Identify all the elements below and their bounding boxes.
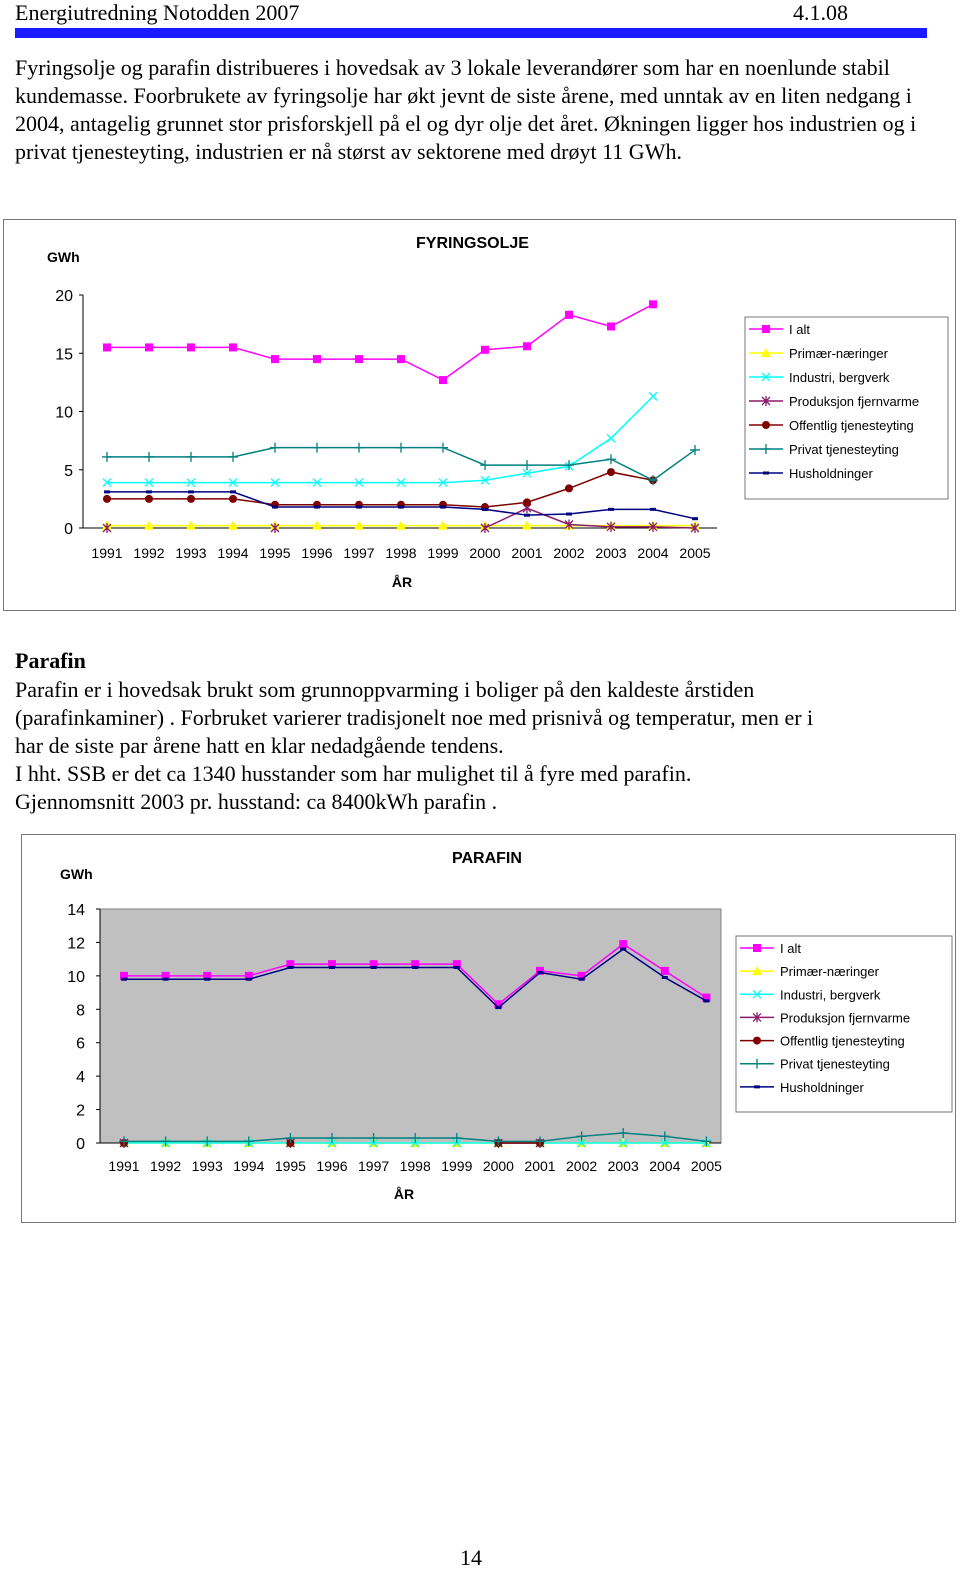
data-point <box>482 508 488 511</box>
data-point <box>398 506 404 509</box>
intro-paragraph: Fyringsolje og parafin distribueres i hovedsak av 3 lokale leverandører som har en noenlunde stabil kundemasse. Foorbrukete av fyringsolje har økt jevnt de siste årene, med unntak av en liten nedgang i 2004, antagelig grunnet stor prisforskjell på el og dyr olje det året. Økningen ligger hos industrien og i privat tjenesteyting, industrien er nå størst av sektorene med drøyt 11 GWh. <box>15 55 917 164</box>
data-point <box>229 343 237 351</box>
y-tick-label: 0 <box>64 521 73 538</box>
x-tick-label: 1997 <box>343 545 375 561</box>
data-point <box>649 300 657 308</box>
data-point <box>313 355 321 363</box>
legend-label: Offentlig tjenesteyting <box>780 1033 905 1049</box>
data-point <box>454 966 460 969</box>
y-tick-label: 10 <box>67 968 85 986</box>
document-version: 4.1.08 <box>793 0 848 25</box>
data-point <box>703 999 709 1002</box>
x-tick-label: 1995 <box>274 1158 306 1174</box>
x-tick-label: 1998 <box>399 1158 431 1174</box>
legend-label: Husholdninger <box>789 466 873 481</box>
y-tick-label: 8 <box>76 1002 85 1020</box>
legend-label: I alt <box>789 322 810 337</box>
legend-marker <box>762 421 770 429</box>
data-point <box>495 1006 501 1009</box>
data-point <box>662 976 668 979</box>
x-tick-label: 1997 <box>358 1158 390 1174</box>
x-tick-label: 1999 <box>427 545 459 561</box>
x-tick-label: 2005 <box>690 1158 722 1174</box>
x-tick-label: 2001 <box>511 545 543 561</box>
data-point <box>523 342 531 350</box>
parafin-heading: Parafin <box>15 648 86 673</box>
y-tick-label: 15 <box>55 346 73 364</box>
x-axis-label: ÅR <box>393 1186 415 1202</box>
x-tick-label: 2001 <box>524 1158 556 1174</box>
fyringsolje-chart <box>3 219 956 611</box>
y-tick-label: 20 <box>55 288 73 305</box>
y-axis-label: GWh <box>60 866 93 882</box>
data-point <box>565 311 573 319</box>
data-point <box>608 508 614 511</box>
data-point <box>103 343 111 351</box>
fyringsolje-chart-svg <box>4 220 955 610</box>
legend-label: Primær-næringer <box>789 346 888 361</box>
header-rule <box>15 28 927 38</box>
data-point <box>371 966 377 969</box>
y-tick-label: 0 <box>76 1136 85 1153</box>
y-tick-label: 2 <box>76 1102 85 1120</box>
legend-marker <box>753 944 761 952</box>
legend-label: Industri, bergverk <box>789 370 890 385</box>
x-tick-label: 1992 <box>133 545 165 561</box>
data-point <box>397 355 405 363</box>
data-point <box>355 355 363 363</box>
legend-marker <box>754 1085 760 1088</box>
x-tick-label: 1994 <box>217 545 249 561</box>
legend-label: Primær-næringer <box>780 964 879 980</box>
legend-label: Husholdninger <box>780 1079 864 1095</box>
data-point <box>271 355 279 363</box>
parafin-line: har de siste par årene hatt en klar nedadgående tendens. <box>15 733 504 758</box>
legend-label: Produksjon fjernvarme <box>780 1010 911 1026</box>
data-point <box>619 940 627 948</box>
x-tick-label: 1996 <box>316 1158 348 1174</box>
data-point <box>565 484 573 492</box>
x-tick-label: 1992 <box>150 1158 182 1174</box>
legend-label: Privat tjenesteyting <box>789 442 899 457</box>
parafin-chart <box>21 834 956 1223</box>
data-point <box>523 498 531 506</box>
x-axis-label: ÅR <box>391 574 413 590</box>
data-point <box>287 966 293 969</box>
plot-area <box>100 909 721 1143</box>
legend-label: Privat tjenesteyting <box>780 1056 890 1072</box>
x-tick-label: 2004 <box>637 545 669 561</box>
parafin-line: (parafinkaminer) . Forbruket varierer tradisjonelt noe med prisnivå og temperatur, men er i <box>15 705 814 730</box>
data-point <box>481 346 489 354</box>
data-point <box>246 978 252 981</box>
x-tick-label: 1998 <box>385 545 417 561</box>
plot-area <box>83 295 717 528</box>
data-point <box>607 468 615 476</box>
x-tick-label: 1994 <box>233 1158 265 1174</box>
x-tick-label: 1993 <box>175 545 207 561</box>
legend-label: I alt <box>780 941 801 956</box>
y-tick-label: 10 <box>55 404 73 422</box>
data-point <box>329 966 335 969</box>
data-point <box>692 517 698 520</box>
y-tick-label: 4 <box>76 1069 85 1087</box>
data-point <box>440 506 446 509</box>
x-tick-label: 1996 <box>301 545 333 561</box>
data-point <box>566 513 572 516</box>
data-point <box>314 506 320 509</box>
x-tick-label: 1995 <box>259 545 291 561</box>
data-point <box>146 490 152 493</box>
y-tick-label: 5 <box>64 462 73 480</box>
data-point <box>620 948 626 951</box>
page-number: 14 <box>460 1545 482 1570</box>
page-header <box>15 0 927 28</box>
x-tick-label: 1991 <box>91 545 123 561</box>
document-title: Energiutredning Notodden 2007 <box>15 0 300 25</box>
x-tick-label: 1993 <box>191 1158 223 1174</box>
data-point <box>188 490 194 493</box>
x-tick-label: 2002 <box>566 1158 598 1174</box>
legend-marker <box>762 325 770 333</box>
data-point <box>229 495 237 503</box>
x-tick-label: 2003 <box>607 1158 639 1174</box>
x-tick-label: 2000 <box>469 545 501 561</box>
data-point <box>579 978 585 981</box>
data-point <box>145 495 153 503</box>
parafin-line: Parafin er i hovedsak brukt som grunnoppvarming i boliger på den kaldeste årstiden <box>15 677 755 702</box>
x-tick-label: 2004 <box>649 1158 681 1174</box>
chart-title: FYRINGSOLJE <box>416 235 529 252</box>
legend-label: Offentlig tjenesteyting <box>789 418 914 433</box>
parafin-chart-svg <box>22 835 955 1222</box>
data-point <box>230 490 236 493</box>
legend-label: Produksjon fjernvarme <box>789 394 920 409</box>
data-point <box>356 506 362 509</box>
parafin-line: Gjennomsnitt 2003 pr. husstand: ca 8400kWh parafin . <box>15 789 498 814</box>
data-point <box>163 978 169 981</box>
data-point <box>121 978 127 981</box>
legend-marker <box>753 1037 761 1045</box>
legend-label: Industri, bergverk <box>780 987 881 1003</box>
x-tick-label: 1999 <box>441 1158 473 1174</box>
data-point <box>103 495 111 503</box>
parafin-line: I hht. SSB er det ca 1340 husstander som har mulighet til å fyre med parafin. <box>15 761 692 786</box>
y-tick-label: 14 <box>67 902 85 919</box>
data-point <box>104 490 110 493</box>
data-point <box>607 322 615 330</box>
data-point <box>145 343 153 351</box>
data-point <box>272 506 278 509</box>
x-tick-label: 2002 <box>553 545 585 561</box>
y-tick-label: 6 <box>76 1035 85 1053</box>
data-point <box>661 967 669 975</box>
data-point <box>650 508 656 511</box>
data-point <box>204 978 210 981</box>
x-tick-label: 2005 <box>679 545 711 561</box>
data-point <box>187 495 195 503</box>
y-tick-label: 12 <box>67 935 85 953</box>
data-point <box>187 343 195 351</box>
y-axis-label: GWh <box>47 249 80 265</box>
chart-title: PARAFIN <box>452 850 522 867</box>
x-tick-label: 1991 <box>108 1158 140 1174</box>
parafin-paragraph <box>15 676 935 816</box>
x-tick-label: 2003 <box>595 545 627 561</box>
data-point <box>537 971 543 974</box>
x-tick-label: 2000 <box>482 1158 514 1174</box>
data-point <box>412 966 418 969</box>
legend-marker <box>763 472 769 475</box>
data-point <box>439 376 447 384</box>
data-point <box>524 514 530 517</box>
